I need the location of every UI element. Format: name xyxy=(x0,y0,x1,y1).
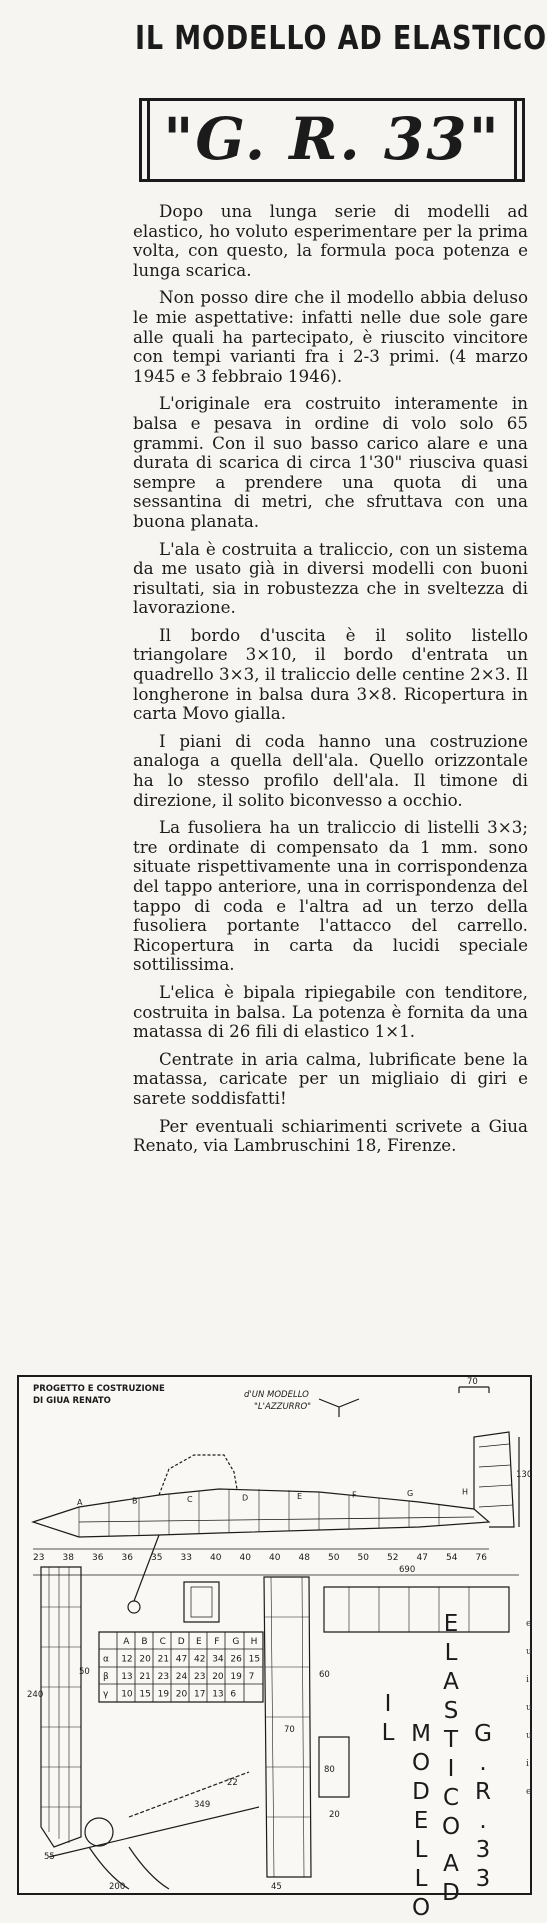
rib-table-cell: 21 xyxy=(157,1654,170,1665)
caption-letter: O xyxy=(411,1750,431,1776)
propeller-hub xyxy=(85,1818,113,1846)
caption-letter: R xyxy=(475,1779,491,1805)
fuselage-side-outline xyxy=(33,1489,489,1537)
dim-prop-diameter: 349 xyxy=(194,1800,211,1810)
caption-col-2 xyxy=(410,1720,432,1923)
article-paragraph: I piani di coda hanno una costruzione analoga a quella dell'ala. Quello orizzontale ha lo stesso profilo dell'ala. Il timone di direzione, il solito biconvesso a occhio. xyxy=(133,730,528,810)
station-number: 52 xyxy=(387,1553,399,1563)
article-paragraph: Per eventuali schiarimenti scrivete a Giua Renato, via Lambruschini 18, Firenze. xyxy=(133,1115,528,1156)
edge-mark: u xyxy=(526,1647,532,1657)
rib-table-cell: 15 xyxy=(248,1654,261,1665)
rib-table-cell: 21 xyxy=(139,1672,151,1682)
rib-table-cell: 34 xyxy=(212,1654,224,1665)
station-number: 48 xyxy=(298,1553,310,1563)
rib-table-cell: 15 xyxy=(139,1689,151,1700)
dim-wing-chord: 50 xyxy=(79,1667,90,1677)
caption-letter: L xyxy=(414,1866,428,1892)
article-paragraph: La fusoliera ha un traliccio di listelli 3×3; tre ordinate di compensato da 1 mm. sono situate rispettivamente una in corrispondenza del tappo anteriore, una in corrispondenza del tappo di coda e l'altra ad un terzo della fusoliera portante l'attacco del carrello. Ricopertura in carta da lucidi speciale sottilissima. xyxy=(133,817,528,975)
article-paragraph: Centrate in aria calma, lubrificate bene la matassa, caricate per un migliaio di giri e sarete soddisfatti! xyxy=(133,1048,528,1108)
station-letter: H xyxy=(462,1487,469,1497)
rib-table-cell: 19 xyxy=(230,1672,242,1682)
article-paragraph: Il bordo d'uscita è il solito listello triangolare 3×10, il bordo d'entrata un quadrello 3×3, il traliccio delle centine 2×3. Il longherone in balsa dura 3×8. Ricopertura in carta Movo gialla. xyxy=(133,624,528,724)
emblem-icon xyxy=(319,1399,359,1417)
rib-table-header: H xyxy=(250,1637,258,1647)
dim-fin-width: 70 xyxy=(467,1377,478,1387)
caption-col-5 xyxy=(472,1720,494,1894)
caption-letter: A xyxy=(443,1669,459,1695)
rib-table-cell: 13 xyxy=(121,1672,133,1682)
rib-table-header: A xyxy=(123,1637,130,1647)
dim-rudder-width: 45 xyxy=(271,1882,282,1892)
edge-mark: e xyxy=(526,1619,532,1629)
rib-table-cell: γ xyxy=(103,1689,109,1700)
rib-table-cell: β xyxy=(103,1672,109,1682)
caption-letter: D xyxy=(412,1779,430,1805)
caption-letter: T xyxy=(443,1727,459,1753)
station-letter: A xyxy=(77,1498,83,1507)
caption-letter: L xyxy=(444,1640,458,1666)
dim-tip-offset: 70 xyxy=(284,1725,295,1735)
stabilizer-planform xyxy=(324,1587,509,1632)
rib-table-header: B xyxy=(141,1637,148,1647)
rib-table-header: E xyxy=(196,1637,202,1647)
rib-table-cell: 10 xyxy=(121,1689,133,1700)
station-letter: D xyxy=(242,1493,249,1503)
rib-table-header: F xyxy=(214,1637,220,1647)
station-letter: C xyxy=(187,1495,193,1504)
wing-planform xyxy=(41,1567,81,1847)
rib-table-cell: 23 xyxy=(157,1672,170,1682)
caption-letter: E xyxy=(443,1611,459,1637)
detail-pointer xyxy=(128,1601,140,1613)
dim-gear-length: 22 xyxy=(227,1778,238,1788)
caption-letter: 3 xyxy=(475,1837,491,1863)
station-number: 54 xyxy=(446,1553,458,1563)
rib-table-cell: 47 xyxy=(175,1654,188,1665)
caption-letter: I xyxy=(384,1691,392,1717)
rib-table-header: C xyxy=(159,1637,166,1647)
dim-root-chord: 55 xyxy=(44,1852,55,1862)
caption-letter: S xyxy=(443,1698,459,1724)
caption-letter: M xyxy=(411,1721,431,1747)
caption-letter: D xyxy=(442,1880,460,1906)
caption-col-1 xyxy=(377,1690,399,1748)
caption-letter: O xyxy=(441,1814,461,1840)
rib-table-cell: 20 xyxy=(212,1672,224,1682)
caption-letter: 3 xyxy=(475,1866,491,1892)
rib-table-cell: α xyxy=(103,1654,109,1665)
article-paragraph: L'ala è costruita a traliccio, con un sistema da me usato già in diversi modelli con buoni risultati, sia in robustezza che in sveltezza di lavorazione. xyxy=(133,538,528,618)
station-number: 36 xyxy=(121,1553,133,1563)
rib-table-cell: 20 xyxy=(139,1654,151,1665)
dim-fus-depth: 80 xyxy=(324,1765,335,1775)
station-number: 47 xyxy=(416,1553,428,1563)
station-number: 76 xyxy=(475,1553,487,1563)
landing-gear xyxy=(89,1847,169,1889)
model-title-box xyxy=(139,98,525,182)
caption-letter: O xyxy=(411,1895,431,1921)
station-number: 33 xyxy=(180,1553,192,1563)
edge-mark: u xyxy=(526,1731,532,1741)
dim-nose-label: 200 xyxy=(109,1882,126,1892)
article-paragraph: L'elica è bipala ripiegabile con tenditore, costruita in balsa. La potenza è fornita da una matassa di 26 fili di elastico 1×1. xyxy=(133,981,528,1042)
caption-col-4 xyxy=(440,1610,462,1842)
caption-letter: A xyxy=(443,1851,459,1877)
caption-letter: I xyxy=(447,1756,455,1782)
credit-line-2: DI GIUA RENATO xyxy=(33,1396,111,1406)
station-number: 40 xyxy=(210,1553,222,1563)
rib-table-cell: 13 xyxy=(212,1689,224,1700)
rib-table-cell: 17 xyxy=(194,1689,206,1700)
caption-letter: C xyxy=(442,1785,460,1811)
article-paragraph: Dopo una lunga serie di modelli ad elastico, ho voluto esperimentare per la prima volta, con questo, la formula poca potenza e lunga scarica. xyxy=(133,201,528,280)
edge-mark: e xyxy=(526,1787,532,1797)
caption-letter: . xyxy=(479,1808,487,1834)
station-letter: B xyxy=(132,1496,138,1506)
station-number: 36 xyxy=(92,1553,104,1563)
article-paragraph: L'originale era costruito interamente in balsa e pesava in ordine di volo solo 65 grammi. Con il suo basso carico alare e una durata di scarica di circa 1'30" riusciva quasi sempre a prendere una quota di una sessantina di metri, che sfruttava con una buona planata. xyxy=(133,393,528,531)
station-number: 40 xyxy=(269,1553,281,1563)
station-letter: G xyxy=(407,1489,414,1498)
rib-table-header: G xyxy=(232,1637,240,1647)
page-header-title: IL MODELLO AD ELASTICO xyxy=(135,18,547,57)
caption-letter: L xyxy=(414,1837,428,1863)
station-number: 35 xyxy=(151,1553,163,1563)
rib-table-cell: 42 xyxy=(194,1654,206,1665)
dim-wing-span: 240 xyxy=(27,1690,44,1700)
rib-table-header: D xyxy=(177,1637,185,1647)
station-letter: E xyxy=(297,1492,303,1501)
inset-line-1: d'UN MODELLO xyxy=(244,1390,309,1400)
article-paragraph: Non posso dire che il modello abbia deluso le mie aspettative: infatti nelle due sole gare alle quali ha partecipato, è riuscito vincitore con tempi varianti fra i 2-3 primi. (4 marzo 1945 e 3 febbraio 1946). xyxy=(133,287,528,386)
page-edge-marks xyxy=(526,1610,535,1806)
dim-stab-width: 60 xyxy=(319,1670,330,1680)
edge-mark: i xyxy=(526,1675,529,1685)
station-number: 50 xyxy=(357,1553,369,1563)
ordinate-box xyxy=(184,1582,219,1622)
rib-table-cell: 24 xyxy=(175,1672,188,1682)
station-number: 40 xyxy=(239,1553,251,1563)
edge-mark: u xyxy=(526,1703,532,1713)
credit-line-1: PROGETTO E COSTRUZIONE xyxy=(33,1384,165,1394)
station-letter: F xyxy=(352,1490,357,1500)
caption-col-3 xyxy=(440,1850,462,1908)
station-number: 50 xyxy=(328,1553,340,1563)
dim-fus-width: 20 xyxy=(329,1810,340,1820)
rib-table-cell: 19 xyxy=(157,1689,170,1700)
dim-fin-height: 130 xyxy=(516,1470,533,1480)
rib-table-cell: 6 xyxy=(230,1689,237,1700)
rib-table-cell: 23 xyxy=(194,1672,206,1682)
rib-table-cell: 20 xyxy=(175,1689,188,1700)
caption-letter: E xyxy=(413,1808,429,1834)
caption-letter: . xyxy=(479,1750,487,1776)
caption-letter: L xyxy=(381,1720,395,1746)
article-body xyxy=(133,202,528,1164)
station-number: 38 xyxy=(62,1553,74,1563)
inset-line-2: "L'AZZURRO" xyxy=(254,1402,312,1412)
station-number: 23 xyxy=(33,1553,45,1563)
rib-table-cell: 12 xyxy=(121,1654,133,1665)
rudder-outline xyxy=(474,1432,514,1527)
caption-letter: G xyxy=(474,1721,492,1747)
rib-table-cell: 26 xyxy=(230,1654,242,1665)
edge-mark: i xyxy=(526,1759,529,1769)
model-name: "G. R. 33" xyxy=(163,105,501,173)
dim-overall-length: 690 xyxy=(399,1565,416,1575)
rib-table-cell: 7 xyxy=(248,1672,255,1682)
